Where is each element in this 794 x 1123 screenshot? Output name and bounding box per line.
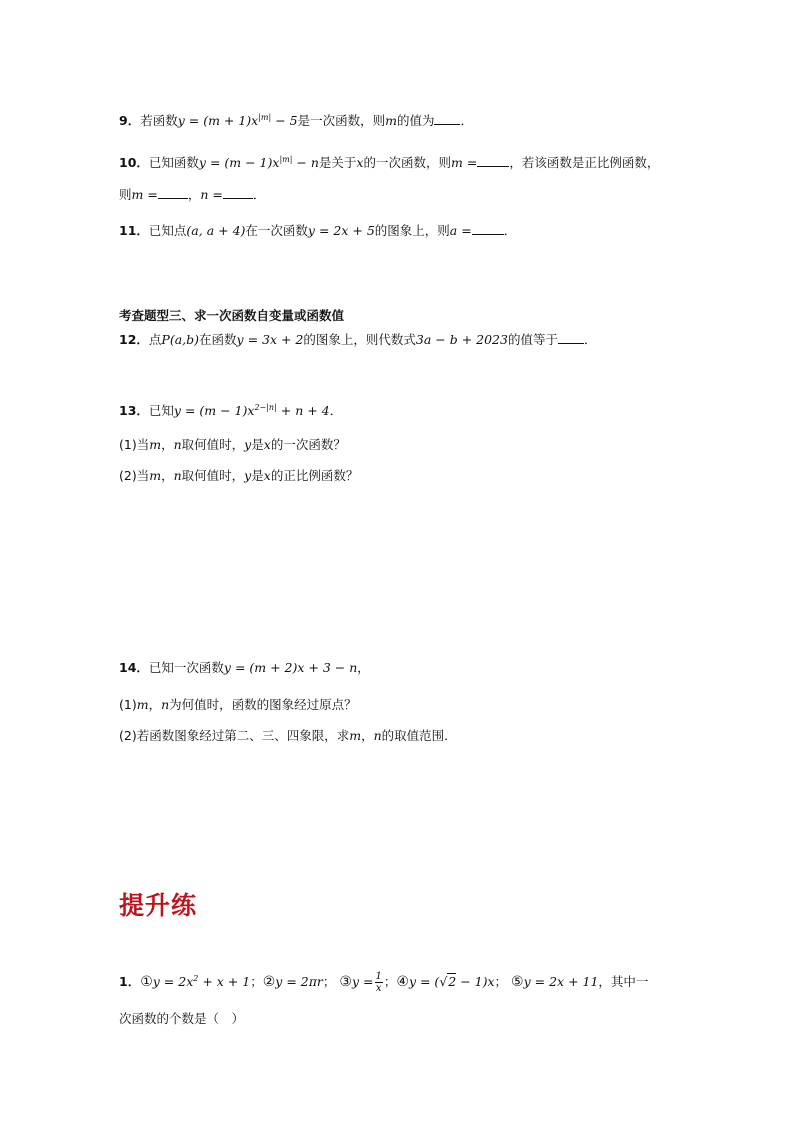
question-14-part-2: (2)若函数图象经过第二、三、四象限，求m，n的取值范围． (119, 728, 457, 743)
equation: y = (m + 1)x (177, 113, 259, 129)
question-number: 9． (119, 113, 141, 129)
question-13-part-1: (1)当m，n取何值时，y是x的一次函数？ (119, 437, 346, 452)
option-marker: ④ (396, 974, 409, 991)
equation: y = (m − 1)x (198, 155, 280, 171)
question-13-part-2: (2)当m，n取何值时，y是x的正比例函数？ (119, 468, 359, 483)
question-9: 9．若函数$y = (m + 1)x^{|m|} - 5$是一次函数，则m的值为 ． (119, 113, 473, 129)
question-number: 14． (119, 660, 149, 675)
answer-blank[interactable] (477, 154, 509, 167)
question-number: 1． (119, 974, 141, 990)
option-marker: ③ (339, 974, 352, 991)
answer-blank[interactable] (223, 186, 253, 199)
exercise-1-line-2: 次函数的个数是（ ） (119, 1011, 245, 1026)
answer-blank[interactable] (434, 112, 460, 125)
question-10-line-2: 则m = ，n = ． (119, 187, 266, 202)
question-number: 13． (119, 403, 149, 419)
exercise-1: 1．①y = $2x^2 + x + 1$；②y = 2πr； ③y = $\frac{1}{x}$ ；④y = (√2 − 1)x； ⑤y = 2x + 11，其中一 (119, 971, 649, 995)
question-number: 12． (119, 332, 149, 347)
answer-blank[interactable] (158, 186, 188, 199)
equation: y = (m − 1)x (173, 403, 255, 419)
section-title: 提升练 (119, 891, 198, 920)
option-marker: ① (140, 974, 153, 991)
question-number: 10． (119, 155, 149, 171)
option-marker: ② (262, 974, 276, 991)
equation: y = 2x + 5 (307, 223, 375, 238)
equation: y = (m + 2)x + 3 − n (223, 660, 358, 675)
answer-blank[interactable] (558, 331, 584, 344)
section-heading: 考查题型三、求一次函数自变量或函数值 (119, 308, 345, 323)
question-14: 14．已知一次函数y = (m + 2)x + 3 − n， (119, 660, 370, 675)
question-11: 11．已知点(a, a + 4)在一次函数y = 2x + 5的图象上，则a = ． (119, 223, 517, 238)
equation: y = 3x + 2 (236, 332, 304, 347)
fraction: $\frac{1}{x}$ (375, 971, 382, 995)
question-12: 12．点P(a,b)在函数y = 3x + 2的图象上，则代数式3a − b + 2023的值等于 ． (119, 332, 597, 347)
option-marker: ⑤ (511, 974, 524, 991)
question-14-part-1: (1)m，n为何值时，函数的图象经过原点？ (119, 697, 357, 712)
question-13: 13．已知$y = (m - 1)x^{2-|n|} + n + 4$． (119, 403, 343, 419)
sqrt-symbol: √ (439, 974, 448, 990)
answer-blank[interactable] (472, 222, 504, 235)
question-number: 11． (119, 223, 149, 238)
question-10: 10．已知函数$y = (m - 1)x^{|m|} - n$是关于x的一次函数，则m = ，若该函数是正比例函数， (119, 155, 660, 171)
